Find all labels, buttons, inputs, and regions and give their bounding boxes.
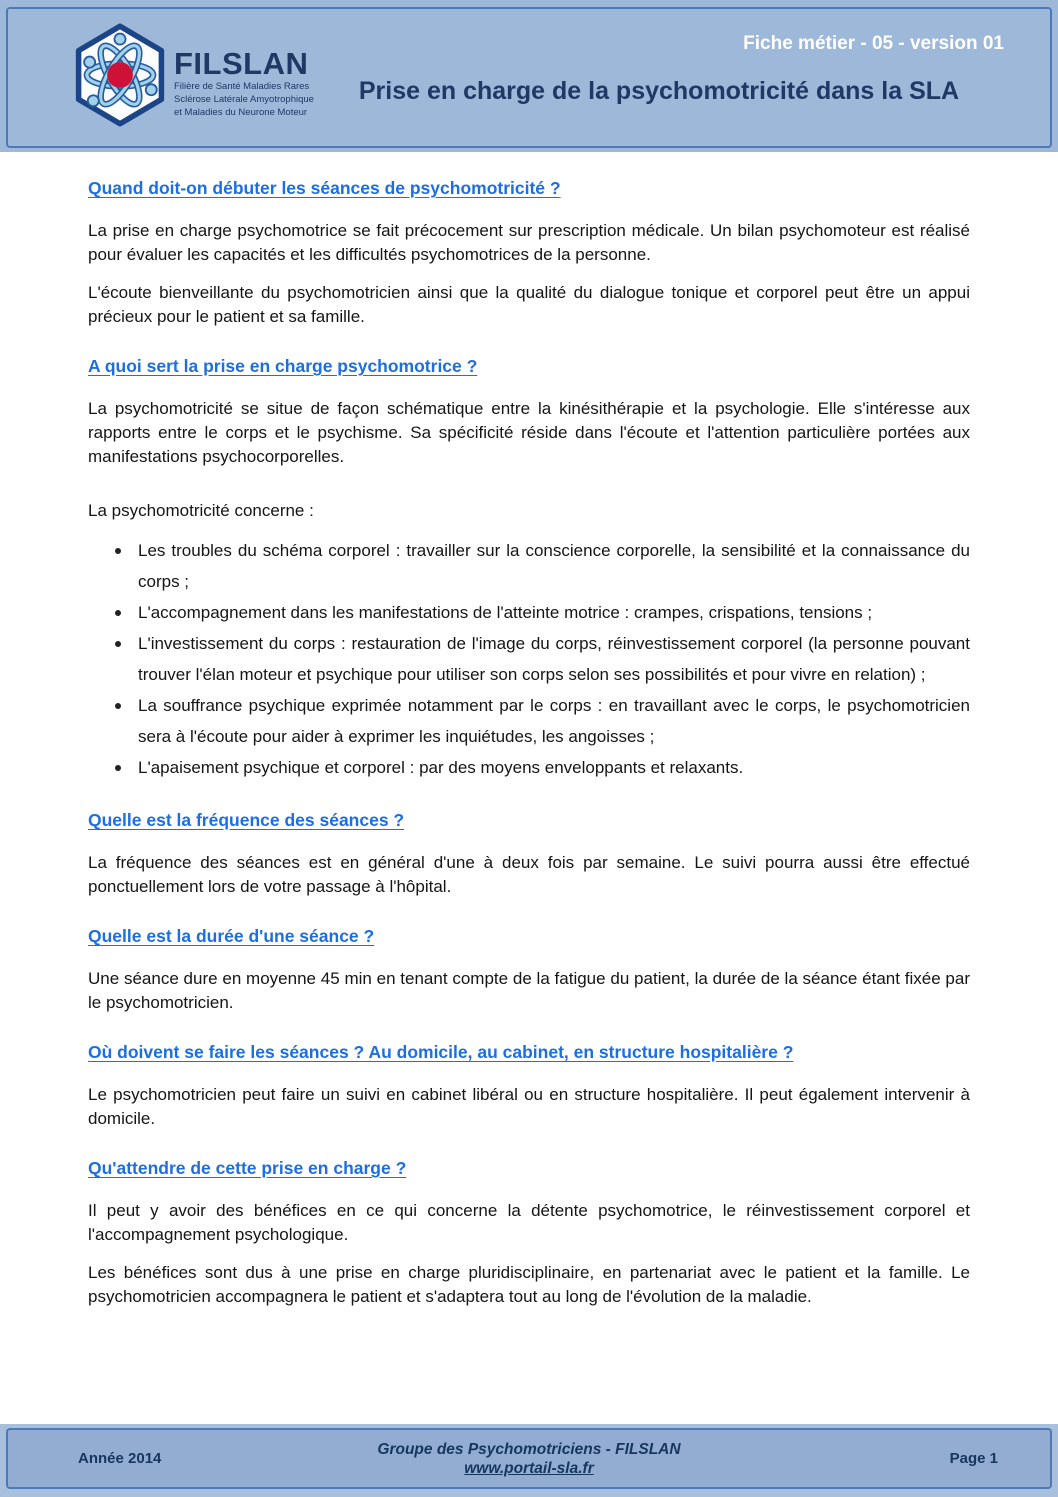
header-frame <box>6 7 1052 148</box>
footer-website-link[interactable]: www.portail-sla.fr <box>464 1459 594 1477</box>
section-heading-frequence: Quelle est la fréquence des séances ? <box>88 810 405 830</box>
bullet-item: L'accompagnement dans les manifestations de l'atteinte motrice : crampes, crispations, tensions ; <box>108 597 970 628</box>
logo-text <box>166 23 314 118</box>
logo-name: FILSLAN <box>174 46 309 81</box>
logo-tagline-1: Filière de Santé Maladies Rares <box>174 81 310 92</box>
header-right <box>314 9 1050 146</box>
section-heading-a-quoi-sert: A quoi sert la prise en charge psychomotrice ? <box>88 356 478 376</box>
paragraph: La prise en charge psychomotrice se fait précocement sur prescription médicale. Un bilan psychomoteur est réalisé pour évaluer les capacités et les difficultés psychomotrices de la personne. <box>88 221 970 264</box>
section-heading-duree: Quelle est la durée d'une séance ? <box>88 926 375 946</box>
section-heading-attendre: Qu'attendre de cette prise en charge ? <box>88 1158 407 1178</box>
footer-organization: Groupe des Psychomotriciens - FILSLAN <box>377 1440 681 1458</box>
paragraph: Les bénéfices sont dus à une prise en charge pluridisciplinaire, en partenariat avec le patient et la famille. Le psychomotricien accompagnera le patient et s'adaptera tout au long de l'évolution de la maladie. <box>88 1263 970 1306</box>
page-title: Prise en charge de la psychomotricité dans la SLA <box>358 77 960 105</box>
list-intro: La psychomotricité concerne : <box>88 501 314 520</box>
bullet-item: Les troubles du schéma corporel : travailler sur la conscience corporelle, la sensibilité et la connaissance du corps ; <box>108 535 970 597</box>
section-heading-lieu: Où doivent se faire les séances ? Au domicile, au cabinet, en structure hospitalière ? <box>88 1042 794 1062</box>
paragraph: La fréquence des séances est en général d'une à deux fois par semaine. Le suivi pourra aussi être effectué ponctuellement lors de votre passage à l'hôpital. <box>88 853 970 896</box>
filslan-logo <box>8 9 314 146</box>
footer <box>0 1424 1058 1497</box>
paragraph: L'écoute bienveillante du psychomotricien ainsi que la qualité du dialogue tonique et corporel peut être un appui précieux pour le patient et sa famille. <box>88 283 970 326</box>
header <box>0 0 1058 152</box>
footer-center <box>243 1440 815 1478</box>
bullet-item: L'investissement du corps : restauration de l'image du corps, réinvestissement corporel (la personne pouvant trouver l'élan moteur et psychique pour utiliser son corps selon ses possibilités et pour vivre en relation) ; <box>108 628 970 690</box>
bullet-item: La souffrance psychique exprimée notamment par le corps : en travaillant avec le corps, le psychomotricien sera à l'écoute pour aider à exprimer les inquiétudes, les angoisses ; <box>108 690 970 752</box>
paragraph: La psychomotricité se situe de façon schématique entre la kinésithérapie et la psychologie. Elle s'intéresse aux rapports entre le corps et le psychisme. Sa spécificité réside dans l'écoute et l'attention particulière portées aux manifestations psychocorporelles. <box>88 399 970 466</box>
bullet-item: L'apaisement psychique et corporel : par des moyens enveloppants et relaxants. <box>108 752 970 783</box>
fiche-version-badge: Fiche métier - 05 - version 01 <box>743 33 1004 54</box>
paragraph: Le psychomotricien peut faire un suivi en cabinet libéral ou en structure hospitalière. Il peut également intervenir à domicile. <box>88 1085 970 1128</box>
section-heading-debut-seances: Quand doit-on débuter les séances de psychomotricité ? <box>88 178 561 198</box>
paragraph: Une séance dure en moyenne 45 min en tenant compte de la fatigue du patient, la durée de la séance étant fixée par le psychomotricien. <box>88 969 970 1012</box>
footer-year: Année 2014 <box>78 1450 162 1467</box>
logo-tagline-2: Sclérose Latérale Amyotrophique <box>174 94 314 105</box>
atom-hexagon-icon <box>74 23 166 127</box>
footer-page-number: Page 1 <box>949 1450 998 1467</box>
logo-tagline-3: et Maladies du Neurone Moteur <box>174 107 308 118</box>
document-body <box>0 152 1058 1309</box>
bullet-list <box>88 535 970 783</box>
footer-frame <box>6 1428 1052 1489</box>
paragraph: Il peut y avoir des bénéfices en ce qui concerne la détente psychomotrice, le réinvestissement corporel et l'accompagnement psychologique. <box>88 1201 970 1244</box>
